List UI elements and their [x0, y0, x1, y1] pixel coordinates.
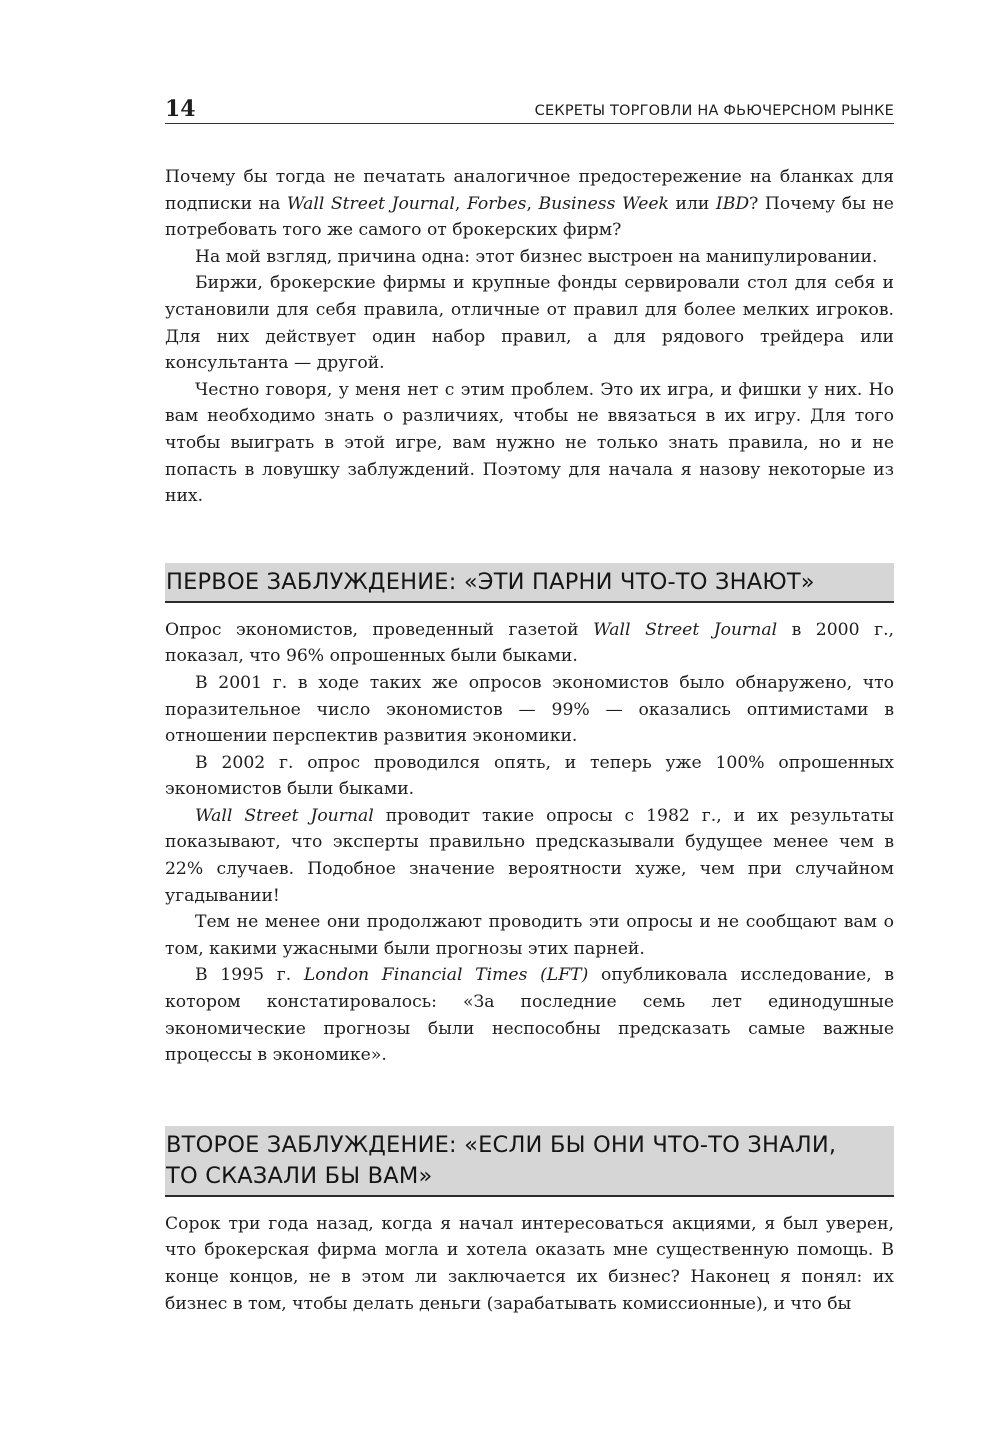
paragraph: Честно говоря, у меня нет с этим проблем. Это их игра, и фишки у них. Но вам необходимо знать о различиях, чтобы не ввязаться в их игру. Для того чтобы выиграть в этой игре, вам нужно не только знать правила, но и не попасть в ловушку заблуждений. Поэтому для начала я назову некоторые из них.	[165, 379, 894, 507]
italic-title: Wall Street Journal	[286, 193, 455, 214]
paragraph: Тем не менее они продолжают проводить эти опросы и не сообщают вам о том, какими ужасными были прогнозы этих парней.	[165, 912, 894, 959]
section-heading-2	[165, 1126, 894, 1197]
italic-title: Wall Street Journal	[195, 805, 374, 826]
italic-title: Forbes	[466, 193, 527, 214]
paragraph: В 1995 г. London Financial Times (LFT) опубликовала исследование, в котором констатировалось: «За последние семь лет единодушные экономические прогнозы были неспособны предсказать самые важные процессы в экономике».	[165, 965, 895, 1066]
italic-title: IBD	[715, 193, 750, 214]
book-title: СЕКРЕТЫ ТОРГОВЛИ НА ФЬЮЧЕРСНОМ РЫНКЕ	[534, 102, 894, 119]
paragraph: Сорок три года назад, когда я начал интересоваться акциями, я был уверен, что брокерская фирма могла и хотела оказать мне существенную помощь. В конце концов, не в этом ли заключается их бизнес? Наконец я понял: их бизнес в том, чтобы делать деньги (зарабатывать комиссионные), и что бы	[165, 1213, 894, 1314]
section-title: ПЕРВОЕ ЗАБЛУЖДЕНИЕ: «ЭТИ ПАРНИ ЧТО-ТО ЗНАЮТ»	[166, 568, 815, 595]
paragraph: Биржи, брокерские фирмы и крупные фонды сервировали стол для себя и установили для себя правила, отличные от правил для более мелких игроков. Для них действует один набор правил, а для рядового трейдера или консультанта — другой.	[165, 273, 894, 374]
book-page	[165, 92, 894, 1317]
intro-text	[165, 164, 894, 510]
paragraph: В 2001 г. в ходе таких же опросов экономистов было обнаружено, что поразительное число экономистов — 99% — оказались оптимистами в отношении перспектив развития экономики.	[165, 672, 894, 747]
section-2-text	[165, 1211, 894, 1317]
paragraph: Опрос экономистов, проведенный газетой Wall Street Journal в 2000 г., показал, что 96% опрошенных были быками.	[165, 619, 895, 667]
section-heading-1	[165, 563, 894, 603]
section-title: ВТОРОЕ ЗАБЛУЖДЕНИЕ: «ЕСЛИ БЫ ОНИ ЧТО-ТО ЗНАЛИ, ТО СКАЗАЛИ БЫ ВАМ»	[166, 1131, 837, 1189]
paragraph: На мой взгляд, причина одна: этот бизнес выстроен на манипулировании.	[195, 246, 878, 267]
paragraph: Wall Street Journal проводит такие опросы с 1982 г., и их результаты показывают, что эксперты правильно предсказывали будущее менее чем в 22% случаев. Подобное значение вероятности хуже, чем при случайном угадывании!	[165, 805, 894, 906]
page-number: 14	[165, 96, 196, 122]
paragraph: Почему бы тогда не печатать аналогичное предостережение на бланках для подписки на Wall Street Journal, Forbes, Business Week или IBD? Почему бы не потребовать того же самого от брокерских фирм?	[165, 167, 894, 241]
section-1-text	[165, 617, 894, 1069]
italic-title: Wall Street Journal	[593, 619, 778, 640]
italic-title: London Financial Times (LFT)	[303, 965, 589, 986]
running-header	[165, 92, 894, 124]
italic-title: Business Week	[538, 193, 669, 214]
paragraph: В 2002 г. опрос проводился опять, и теперь уже 100% опрошенных экономистов были быками.	[165, 752, 894, 800]
